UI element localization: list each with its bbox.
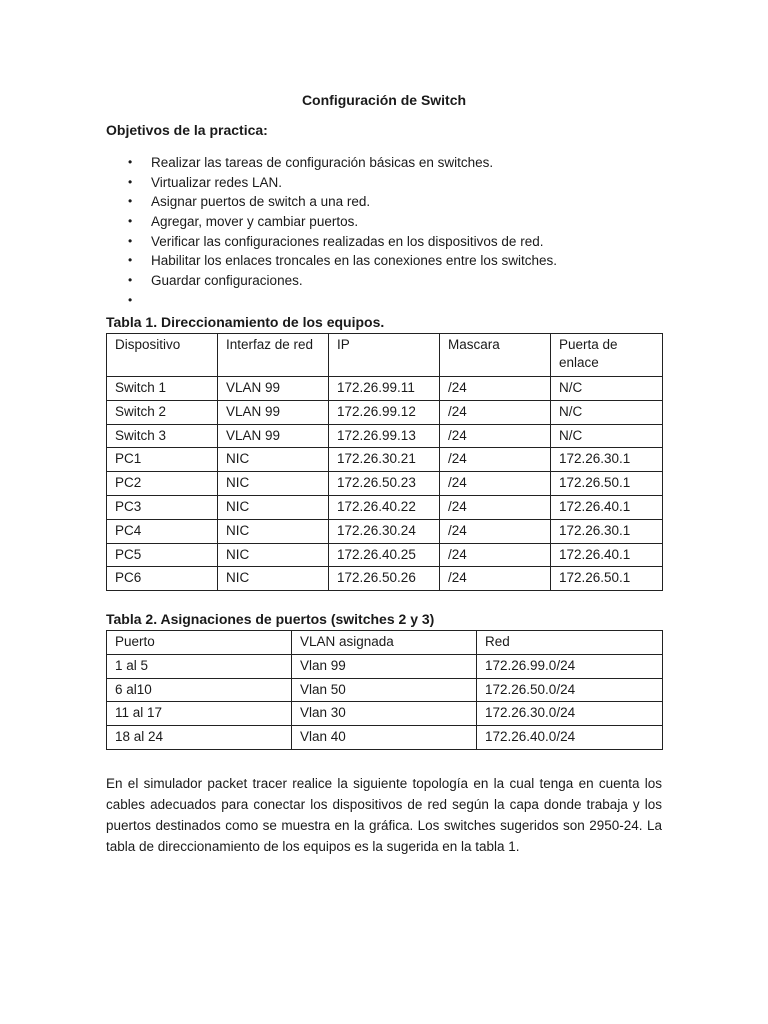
table-cell: 172.26.40.1 [551,495,663,519]
table-cell: 11 al 17 [107,702,292,726]
table-header-cell: Dispositivo [107,334,218,377]
table-cell: 172.26.30.1 [551,448,663,472]
table-cell: 172.26.40.0/24 [477,726,663,750]
list-item [106,173,557,193]
table-cell: Vlan 30 [292,702,477,726]
table-header-cell: Mascara [440,334,551,377]
table-cell: NIC [218,519,329,543]
bullet-icon: • [128,233,133,248]
table-cell: /24 [440,377,551,401]
objective-text: Realizar las tareas de configuración básicas en switches. [151,155,494,170]
table-row [107,567,663,591]
objectives-list [106,153,557,311]
page-title: Configuración de Switch [301,92,467,108]
bullet-icon: • [128,214,133,229]
table-cell: N/C [551,424,663,448]
table-cell: /24 [440,448,551,472]
table-cell: PC5 [107,543,218,567]
table-cell: NIC [218,567,329,591]
table-cell: /24 [440,400,551,424]
list-item [106,271,557,291]
table-cell: NIC [218,472,329,496]
objective-text: Virtualizar redes LAN. [151,174,283,190]
table-header-cell: Red [477,631,663,655]
table-cell: 172.26.30.1 [551,519,663,543]
list-item [106,192,557,212]
list-item [106,251,557,271]
list-item [106,232,557,252]
table-cell: 172.26.99.0/24 [477,654,663,678]
table-cell: 172.26.40.25 [329,543,440,567]
addressing-table [106,333,663,591]
objective-text: Asignar puertos de switch a una red. [151,194,371,210]
table-cell: 172.26.30.21 [329,448,440,472]
table-cell: 172.26.40.22 [329,495,440,519]
table-cell: PC3 [107,495,218,519]
table-cell: /24 [440,472,551,496]
table-header-row [107,631,663,655]
table-cell: 172.26.99.11 [329,377,440,401]
list-item [106,153,557,173]
table-cell: 172.26.50.1 [551,567,663,591]
table-cell: PC1 [107,448,218,472]
table-cell: N/C [551,377,663,401]
bullet-icon: • [128,292,133,307]
table-header-cell: Puerto [107,631,292,655]
objective-text: Verificar las configuraciones realizadas en los dispositivos de red. [151,233,544,249]
table-row [107,377,663,401]
table-cell: VLAN 99 [218,424,329,448]
table-cell: /24 [440,495,551,519]
port-assignment-table [106,630,663,750]
table-cell: /24 [440,519,551,543]
table-cell: 1 al 5 [107,654,292,678]
table-cell: /24 [440,424,551,448]
table-cell: 172.26.30.24 [329,519,440,543]
table-row [107,543,663,567]
table-row [107,726,663,750]
table-header-row [107,334,663,377]
table-cell: 172.26.40.1 [551,543,663,567]
table-cell: Vlan 40 [292,726,477,750]
table-row [107,472,663,496]
bullet-icon: • [128,174,133,189]
table-cell: 172.26.99.13 [329,424,440,448]
list-item [106,291,557,311]
table-cell: VLAN 99 [218,400,329,424]
table-cell: Switch 2 [107,400,218,424]
table-cell: /24 [440,567,551,591]
objective-text: Habilitar los enlaces troncales en las conexiones entre los switches. [151,253,557,269]
table-row [107,495,663,519]
table2-caption: Tabla 2. Asignaciones de puertos (switches 2 y 3) [106,611,435,627]
bullet-icon: • [128,273,133,288]
list-item [106,212,557,232]
table-row [107,519,663,543]
bullet-icon: • [128,155,133,169]
table-cell: NIC [218,448,329,472]
objectives-heading: Objetivos de la practica: [106,122,268,138]
table-row [107,448,663,472]
table1-caption: Tabla 1. Direccionamiento de los equipos. [106,314,385,330]
table-cell: N/C [551,400,663,424]
table-cell: Vlan 99 [292,654,477,678]
table-cell: PC2 [107,472,218,496]
table-cell: NIC [218,495,329,519]
table-cell: PC6 [107,567,218,591]
table-header-cell: VLAN asignada [292,631,477,655]
table-cell: Vlan 50 [292,678,477,702]
table-row [107,400,663,424]
table-header-cell: IP [329,334,440,377]
table-cell: 18 al 24 [107,726,292,750]
table-cell: 172.26.50.0/24 [477,678,663,702]
table-header-cell: Interfaz de red [218,334,329,377]
table-cell: NIC [218,543,329,567]
table-row [107,424,663,448]
instructions-paragraph: En el simulador packet tracer realice la siguiente topología en la cual tenga en cuenta los cables adecuados para conectar los dispositivos de red según la capa donde trabaja y los puertos destinados como se muestra en la gráfica. Los switches sugeridos son 2950-24. La tabla de direccionamiento de los equipos es la sugerida en la tabla 1. [106,776,662,854]
table-cell: 6 al10 [107,678,292,702]
table-row [107,702,663,726]
table-cell: Switch 1 [107,377,218,401]
table-cell: VLAN 99 [218,377,329,401]
table-cell: PC4 [107,519,218,543]
table-cell: 172.26.50.26 [329,567,440,591]
table-row [107,654,663,678]
table-cell: 172.26.50.23 [329,472,440,496]
table-cell: 172.26.50.1 [551,472,663,496]
table-row [107,678,663,702]
objective-text: Guardar configuraciones. [151,273,303,289]
bullet-icon: • [128,194,133,209]
table-cell: Switch 3 [107,424,218,448]
bullet-icon: • [128,253,133,268]
objective-text: Agregar, mover y cambiar puertos. [151,214,359,230]
table-cell: 172.26.30.0/24 [477,702,663,726]
table-cell: 172.26.99.12 [329,400,440,424]
table-cell: /24 [440,543,551,567]
table-header-cell: Puerta de enlace [551,334,663,377]
